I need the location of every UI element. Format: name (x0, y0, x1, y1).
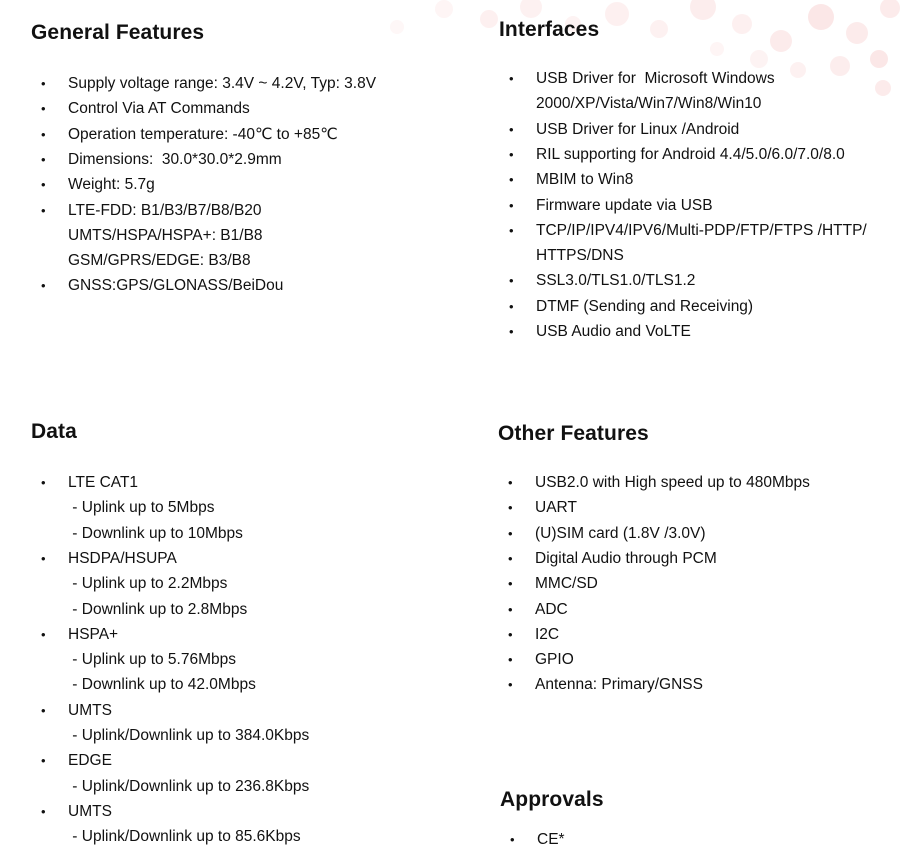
decorative-dot (790, 62, 806, 78)
list-item: (U)SIM card (1.8V /3.0V) (535, 524, 706, 542)
list-item: DTMF (Sending and Receiving) (536, 297, 754, 315)
list-item-continuation: - Downlink up to 10Mbps (68, 524, 243, 542)
decorative-dot (880, 0, 900, 18)
decorative-dot (480, 10, 498, 28)
list-item: TCP/IP/IPV4/IPV6/Multi-PDP/FTP/FTPS /HTTP/ (536, 221, 867, 239)
bullet-icon: • (41, 177, 46, 193)
list-item-continuation: - Downlink up to 42.0Mbps (68, 676, 256, 694)
list-item: ADC (535, 600, 568, 618)
list-item: CE* (537, 831, 565, 848)
list-item: Firmware update via USB (536, 196, 713, 214)
list-item-continuation: HTTPS/DNS (536, 247, 624, 265)
list-item: USB Driver for Microsoft Windows (536, 70, 775, 87)
bullet-icon: • (509, 324, 514, 339)
list-item: Dimensions: 30.0*30.0*2.9mm (68, 150, 282, 168)
list-item: RIL supporting for Android 4.4/5.0/6.0/7.0/8.0 (536, 145, 845, 163)
list-item-continuation: - Uplink up to 5.76Mbps (68, 651, 237, 669)
bullet-icon: • (41, 550, 46, 566)
list-item-continuation: - Uplink/Downlink up to 85.6Kbps (68, 828, 301, 846)
list-item: USB2.0 with High speed up to 480Mbps (535, 474, 810, 491)
bullet-icon: • (509, 298, 514, 314)
general-features-title: General Features (31, 21, 205, 44)
list-item-continuation: - Uplink/Downlink up to 236.8Kbps (68, 777, 310, 795)
bullet-icon: • (508, 475, 513, 490)
data-section (31, 420, 471, 846)
list-item: MMC/SD (535, 575, 598, 593)
bullet-icon: • (510, 832, 515, 847)
bullet-icon: • (509, 222, 514, 238)
list-item: I2C (535, 625, 560, 643)
list-item: USB Audio and VoLTE (536, 323, 691, 340)
bullet-icon: • (41, 626, 46, 642)
bullet-icon: • (508, 677, 513, 693)
decorative-dot (710, 42, 724, 56)
bullet-icon: • (509, 71, 514, 86)
list-item: EDGE (68, 752, 112, 770)
bullet-icon: • (508, 601, 513, 617)
bullet-icon: • (41, 702, 46, 718)
interfaces-section (499, 18, 899, 340)
list-item: Operation temperature: -40℃ to +85℃ (68, 125, 338, 143)
bullet-icon: • (41, 753, 46, 769)
approvals-section (500, 788, 900, 848)
decorative-dot (520, 0, 542, 18)
bullet-icon: • (509, 197, 514, 213)
list-item: SSL3.0/TLS1.0/TLS1.2 (536, 272, 696, 290)
bullet-icon: • (508, 500, 513, 516)
bullet-icon: • (508, 525, 513, 541)
general-features-section (31, 21, 471, 295)
list-item: Antenna: Primary/GNSS (535, 676, 703, 694)
bullet-icon: • (41, 101, 46, 117)
list-item: HSDPA/HSUPA (68, 549, 177, 567)
list-item: HSPA+ (68, 625, 119, 643)
other-features-section (498, 422, 898, 694)
list-item: Weight: 5.7g (68, 176, 155, 194)
list-item: UMTS (68, 802, 112, 820)
list-item: GNSS:GPS/GLONASS/BeiDou (68, 277, 284, 295)
decorative-dot (830, 56, 850, 76)
decorative-dot (435, 0, 453, 18)
decorative-dot (875, 80, 891, 96)
list-item: Control Via AT Commands (68, 100, 250, 118)
data-title: Data (31, 420, 77, 443)
list-item-continuation: 2000/XP/Vista/Win7/Win8/Win10 (536, 95, 762, 113)
list-item: LTE CAT1 (68, 474, 139, 491)
bullet-icon: • (41, 76, 46, 91)
other-features-title: Other Features (498, 422, 649, 445)
bullet-icon: • (41, 475, 46, 490)
list-item-continuation: - Uplink/Downlink up to 384.0Kbps (68, 727, 310, 744)
decorative-dot (690, 0, 716, 20)
decorative-dot (750, 50, 768, 68)
list-item: Supply voltage range: 3.4V ~ 4.2V, Typ: 3.8V (68, 75, 377, 92)
list-item-continuation: - Downlink up to 2.8Mbps (68, 600, 248, 618)
bullet-icon: • (508, 626, 513, 642)
list-item: GPIO (535, 651, 574, 669)
bullet-icon: • (508, 550, 513, 566)
list-item-continuation: GSM/GPRS/EDGE: B3/B8 (68, 252, 251, 270)
bullet-icon: • (509, 273, 514, 289)
list-item-continuation: - Uplink up to 2.2Mbps (68, 575, 228, 593)
list-item: USB Driver for Linux /Android (536, 120, 740, 138)
bullet-icon: • (41, 202, 46, 218)
bullet-icon: • (41, 151, 46, 167)
decorative-dot (870, 50, 888, 68)
bullet-icon: • (509, 146, 514, 162)
bullet-icon: • (41, 803, 46, 819)
list-item: MBIM to Win8 (536, 171, 634, 189)
interfaces-title: Interfaces (499, 18, 600, 41)
list-item: UART (535, 499, 577, 517)
bullet-icon: • (41, 278, 46, 294)
bullet-icon: • (508, 652, 513, 668)
approvals-title: Approvals (500, 788, 604, 811)
list-item-continuation: UMTS/HSPA/HSPA+: B1/B8 (68, 226, 263, 244)
list-item: Digital Audio through PCM (535, 549, 717, 567)
bullet-icon: • (41, 126, 46, 142)
list-item: UMTS (68, 701, 112, 719)
bullet-icon: • (508, 576, 513, 592)
list-item-continuation: - Uplink up to 5Mbps (68, 499, 215, 517)
bullet-icon: • (509, 121, 514, 137)
bullet-icon: • (509, 172, 514, 188)
list-item: LTE-FDD: B1/B3/B7/B8/B20 (68, 201, 262, 219)
